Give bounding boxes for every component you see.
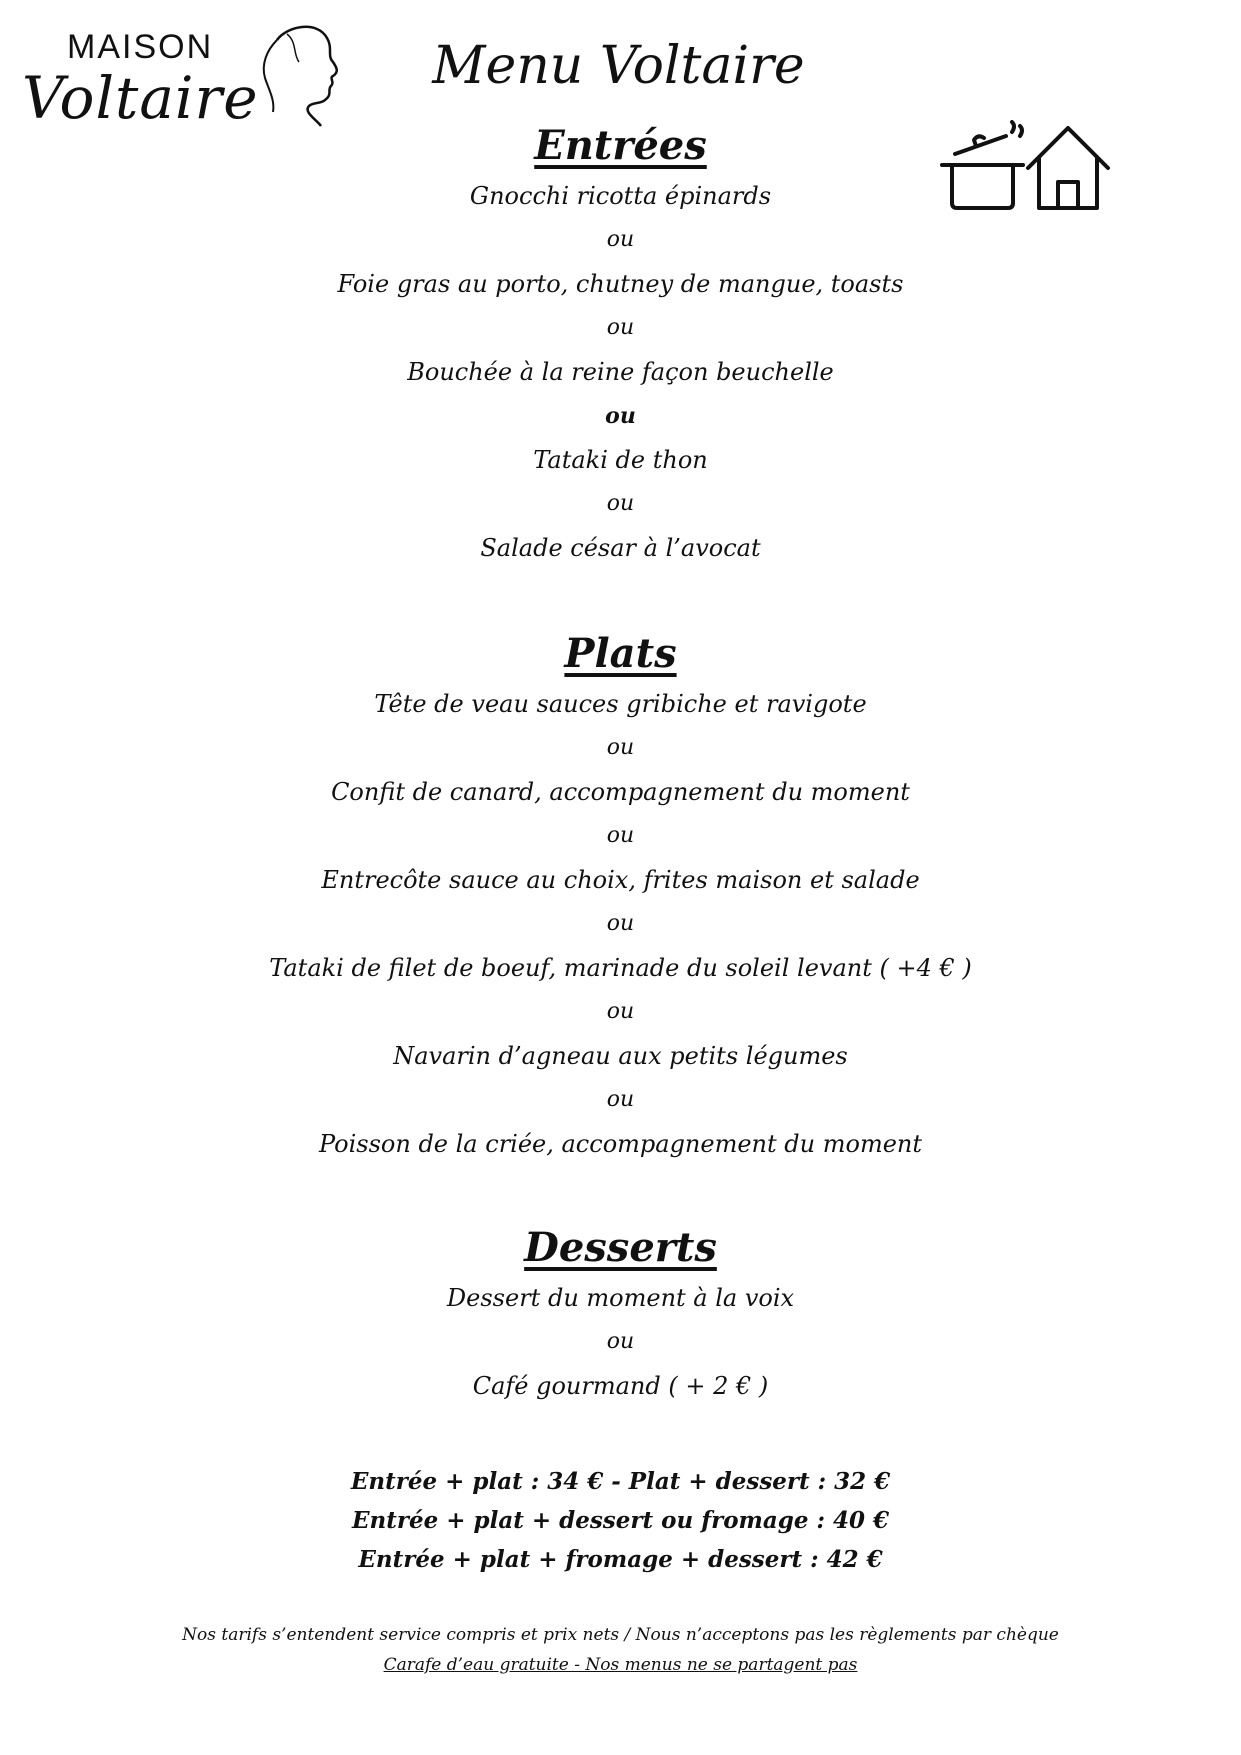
logo-maison-text: MAISON <box>67 28 214 66</box>
dessert-item: Dessert du moment à la voix <box>446 1284 795 1312</box>
entrees-section <box>0 118 1241 570</box>
price-formula: Entrée + plat : 34 € - Plat + dessert : 32 € <box>350 1468 891 1495</box>
separator-ou: ou <box>605 403 636 429</box>
plats-title: Plats <box>564 630 677 677</box>
footer-water-note: Carafe d’eau gratuite - Nos menus ne se partagent pas <box>383 1655 858 1675</box>
separator-ou: ou <box>606 999 635 1024</box>
plats-section <box>0 626 1241 1166</box>
entree-item: Bouchée à la reine façon beuchelle <box>407 358 834 386</box>
separator-ou: ou <box>606 315 635 340</box>
plat-item: Tataki de filet de boeuf, marinade du soleil levant ( +4 € ) <box>269 954 972 982</box>
separator-ou: ou <box>606 227 635 252</box>
menu-title-text: Menu Voltaire <box>432 36 805 96</box>
separator-ou: ou <box>606 1087 635 1112</box>
footer-pricing-note: Nos tarifs s’entendent service compris et prix nets / Nous n’acceptons pas les règlements par chèque <box>182 1625 1059 1645</box>
separator-ou: ou <box>606 911 635 936</box>
plat-item: Confit de canard, accompagnement du moment <box>331 778 910 806</box>
entrees-title: Entrées <box>534 122 707 169</box>
price-formula: Entrée + plat + dessert ou fromage : 40 € <box>351 1507 890 1534</box>
entree-item: Foie gras au porto, chutney de mangue, toasts <box>337 270 904 298</box>
entree-item: Tataki de thon <box>533 446 708 474</box>
separator-ou: ou <box>606 823 635 848</box>
plat-item: Tête de veau sauces gribiche et ravigote <box>374 690 867 718</box>
footer-notes <box>0 1620 1241 1680</box>
plat-item: Entrecôte sauce au choix, frites maison et salade <box>321 866 920 894</box>
separator-ou: ou <box>606 1329 635 1354</box>
separator-ou: ou <box>606 491 635 516</box>
plat-item: Navarin d’agneau aux petits légumes <box>393 1042 848 1070</box>
desserts-section <box>0 1220 1241 1408</box>
logo-voltaire-text: Voltaire <box>22 64 259 132</box>
price-formula: Entrée + plat + fromage + dessert : 42 € <box>358 1546 883 1573</box>
separator-ou: ou <box>606 735 635 760</box>
entree-item: Gnocchi ricotta épinards <box>469 182 772 210</box>
plat-item: Poisson de la criée, accompagnement du moment <box>318 1130 923 1158</box>
menu-title <box>0 36 1241 96</box>
prices-block <box>0 1462 1241 1579</box>
entree-item: Salade césar à l’avocat <box>480 534 761 562</box>
desserts-title: Desserts <box>524 1224 717 1271</box>
dessert-item: Café gourmand ( + 2 € ) <box>472 1372 769 1400</box>
